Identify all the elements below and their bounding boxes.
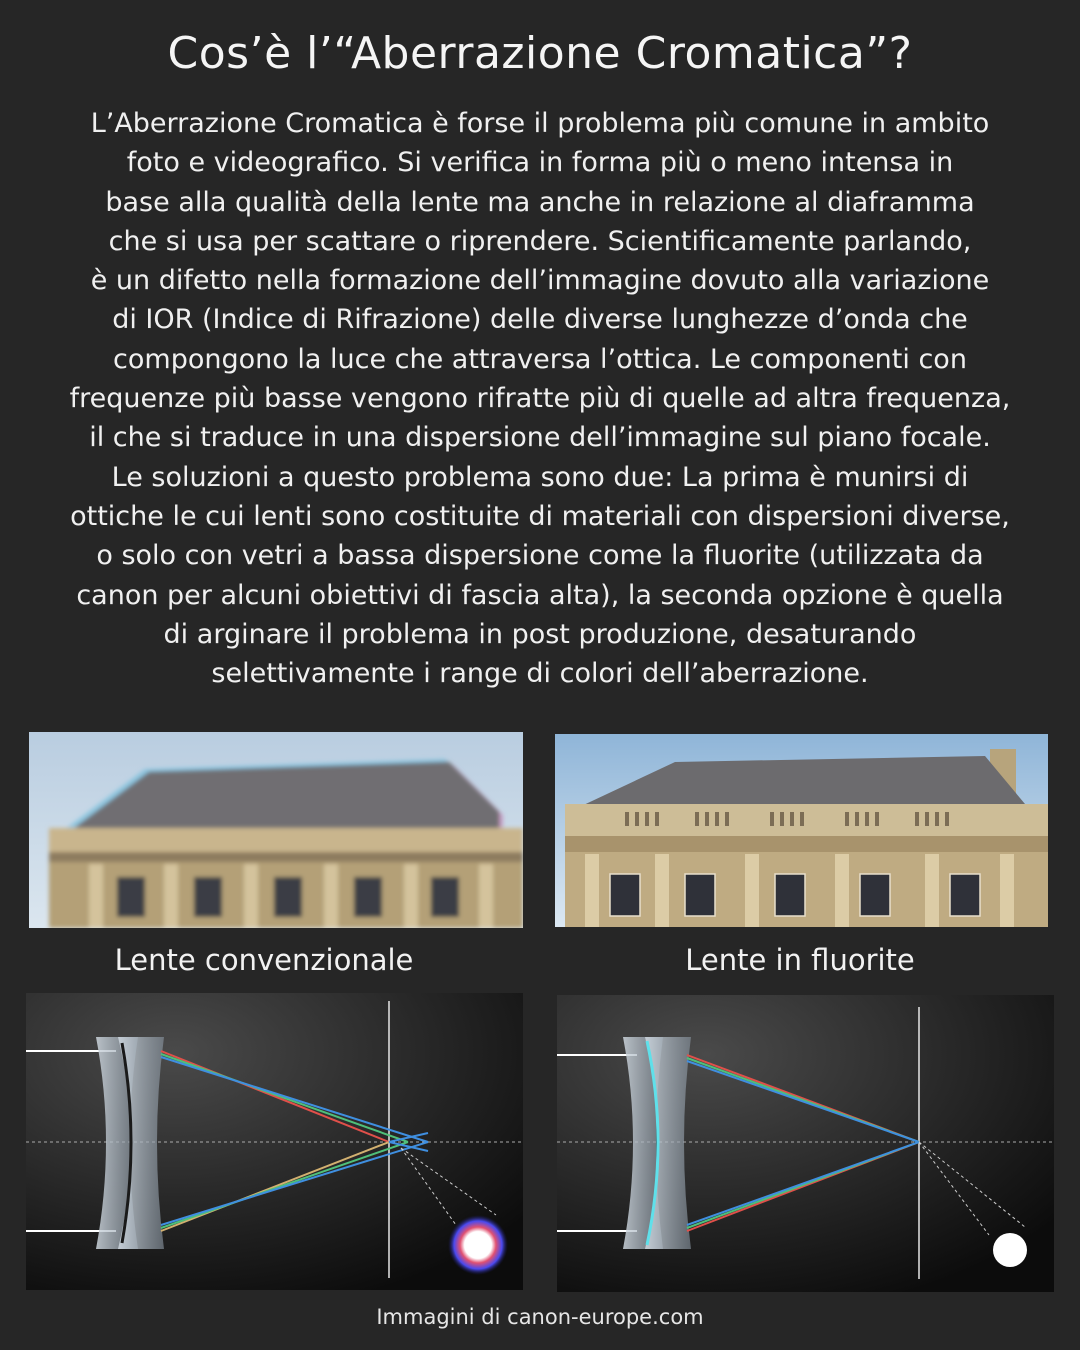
caption-fluorite-lens: Lente in fluorite bbox=[685, 943, 915, 977]
body-line: canon per alcuni obiettivi di fascia alta), la seconda opzione è quella bbox=[76, 579, 1004, 611]
image-credit: Immagini di canon-europe.com bbox=[376, 1305, 704, 1329]
body-line: che si usa per scattare o riprendere. Scientificamente parlando, bbox=[108, 225, 972, 257]
caption-conventional-lens: Lente convenzionale bbox=[114, 943, 414, 977]
body-line: di arginare il problema in post produzione, desaturando bbox=[163, 618, 917, 650]
body-line: frequenze più basse vengono rifratte più di quelle ad altra frequenza, bbox=[69, 383, 1011, 415]
lens-diagram-fluorite-icon bbox=[557, 995, 1054, 1292]
body-line: il che si traduce in una dispersione dell’immagine sul piano focale. bbox=[89, 422, 991, 454]
body-paragraph bbox=[14, 104, 1066, 693]
body-line: L’Aberrazione Cromatica è forse il problema più comune in ambito bbox=[90, 108, 990, 139]
body-line: Le soluzioni a questo problema sono due: La prima è munirsi di bbox=[111, 461, 969, 493]
building-photo-sharp-icon bbox=[555, 734, 1048, 927]
body-line: foto e videografico. Si verifica in forma più o meno intensa in bbox=[126, 147, 954, 179]
body-line: base alla qualità della lente ma anche in relazione al diaframma bbox=[105, 186, 975, 218]
body-line: ottiche le cui lenti sono costituite di materiali con dispersioni diverse, bbox=[70, 500, 1010, 532]
lens-diagram-chromatic-aberration-icon bbox=[26, 993, 523, 1290]
body-line: compongono la luce che attraversa l’ottica. Le componenti con bbox=[113, 343, 967, 375]
building-photo-blurred-icon bbox=[29, 732, 523, 928]
page-title: Cos’è l’“Aberrazione Cromatica”? bbox=[167, 28, 913, 79]
body-line: è un difetto nella formazione dell’immagine dovuto alla variazione bbox=[90, 265, 990, 297]
body-line: o solo con vetri a bassa dispersione come la fluorite (utilizzata da bbox=[96, 540, 984, 572]
body-line: selettivamente i range di colori dell’aberrazione. bbox=[211, 658, 869, 690]
body-line: di IOR (Indice di Rifrazione) delle diverse lunghezze d’onda che bbox=[112, 304, 968, 336]
